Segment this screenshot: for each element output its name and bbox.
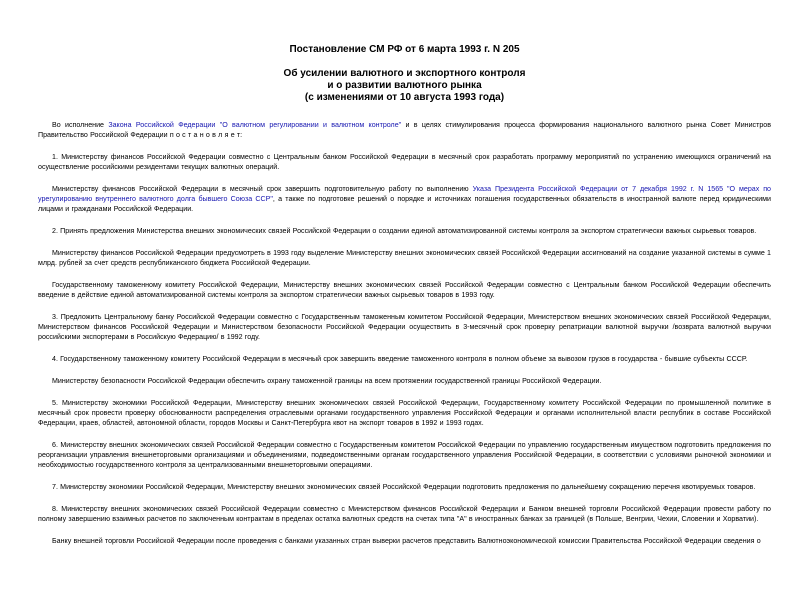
text-run: Министерству финансов Российской Федерации в месячный срок завершить подготовительную работу по выполнению (52, 185, 473, 193)
paragraph-item-4-security: Министерству безопасности Российской Федерации обеспечить охрану таможенной границы на всем протяжении государственной границы Российской Федерации. (52, 377, 602, 385)
document-body (38, 120, 771, 546)
paragraph-item-3: 3. Предложить Центральному банку Российской Федерации совместно с Государственным таможенным комитетом Российской Федерации, Министерством внешних экономических связей Российской Федерации, Министерством финансов Российской Федерации и Министерством безопасности Российской Федерации осуществить в 3-месячный срок проверку репатриации валютной выручки /возврата валютной выручки российскими экспортерами в Российскую Федерацию/ в 1992 году. (38, 313, 771, 341)
text-run: и в целях стимулирования процесса формирования национального валютного рынка Совет Министров Правительство Российской Федерации п о с т а н о в л я е т: (38, 121, 772, 139)
document-subtitle (38, 68, 771, 104)
paragraph-item-8-bank: Банку внешней торговли Российской Федерации после проведения с банками указанных стран выверки расчетов представить Валютноэкономической комиссии Правительства Российской Федерации сведения о (52, 537, 761, 545)
paragraph-preamble (38, 120, 771, 140)
subtitle-line: Об усилении валютного и экспортного контроля (283, 68, 526, 79)
paragraph-item-7: 7. Министерству экономики Российской Федерации, Министерству внешних экономических связей Российской Федерации подготовить предложения по дальнейшему сокращению перечня квотируемых товаров. (52, 483, 756, 491)
paragraph-item-2-customs: Государственному таможенному комитету Российской Федерации, Министерству внешних экономических связей Российской Федерации совместно с Центральным банком Российской Федерации обеспечить введение в действие единой автоматизированной системы контроля за экспортом стратегически важных сырьевых товаров в 1993 году. (38, 281, 771, 299)
document-page (0, 44, 807, 615)
subtitle-line: (с изменениями от 10 августа 1993 года) (304, 92, 505, 103)
paragraph-item-8: 8. Министерству внешних экономических связей Российской Федерации совместно с Министерством финансов Российской Федерации и Банком внешней торговли Российской Федерации провести работу по полному завершению взаимных расчетов по заключенным контрактам в пределах остатка валютных средств на счетах типа "А" в иностранных банках за границей (в Польше, Венгрии, Чехии, Словении и Хорватии). (38, 505, 771, 523)
law-link[interactable]: Закона Российской Федерации "О валютном регулировании и валютном контроле" (108, 121, 402, 129)
subtitle-line: и о развитии валютного рынка (327, 80, 482, 91)
document-title: Постановление СМ РФ от 6 марта 1993 г. N 205 (289, 44, 520, 55)
paragraph-item-5: 5. Министерству экономики Российской Федерации, Министерству внешних экономических связей Российской Федерации, Государственному комитету Российской Федерации по промышленной политике в месячный срок провести проверку обоснованности распределения отраслевыми органами государственного управления Российской Федерации и органами исполнительной власти республик в составе Российской Федерации, краев, областей, автономной области, городов Москвы и Санкт-Петербурга квот на экспорт товаров в 1992 и 1993 годах. (38, 399, 771, 427)
text-run: , а также по подготовке решений о порядке и источниках погашения государственных обязательств в иностранной валюте перед юридическими лицами и гражданами Российской Федерации. (38, 195, 771, 213)
header-block (38, 44, 771, 104)
paragraph-item-2-funding: Министерству финансов Российской Федерации предусмотреть в 1993 году выделение Министерству внешних экономических связей Российской Федерации ассигнований на создание указанной системы в сумме 1 млрд. рублей за счет средств республиканского бюджета Российской Федерации. (38, 249, 771, 267)
text-run: Во исполнение (52, 121, 109, 129)
paragraph-item-1: 1. Министерству финансов Российской Федерации совместно с Центральным банком Российской Федерации в месячный срок разработать программу мероприятий по устранению имеющихся ограничений на осуществление российскими резидентами текущих валютных операций. (38, 153, 771, 171)
paragraph-item-4: 4. Государственному таможенному комитету Российской Федерации в месячный срок завершить введение таможенного контроля в полном объеме за вывозом грузов в государства - бывшие субъекты СССР. (52, 355, 748, 363)
decree-link[interactable]: Указа Президента Российской Федерации от 7 декабря 1992 г. N 1565 "О мерах по урегулированию внутреннего валютного долга бывшего Союза ССР" (38, 185, 771, 203)
paragraph-item-1-cont (38, 184, 771, 214)
paragraph-item-6: 6. Министерству внешних экономических связей Российской Федерации совместно с Государственным комитетом Российской Федерации по управлению государственным имуществом подготовить предложения по реорганизации управления внешнеторговыми организациями и объединениями, подведомственными органам государственного управления Российской Федерации, в соответствии с условиями рыночной экономики и необходимостью государственного контроля за централизованными внешнеторговыми операциями. (38, 441, 771, 469)
paragraph-item-2: 2. Принять предложения Министерства внешних экономических связей Российской Федерации о создании единой автоматизированной системы контроля за экспортом стратегически важных сырьевых товаров. (52, 227, 757, 235)
